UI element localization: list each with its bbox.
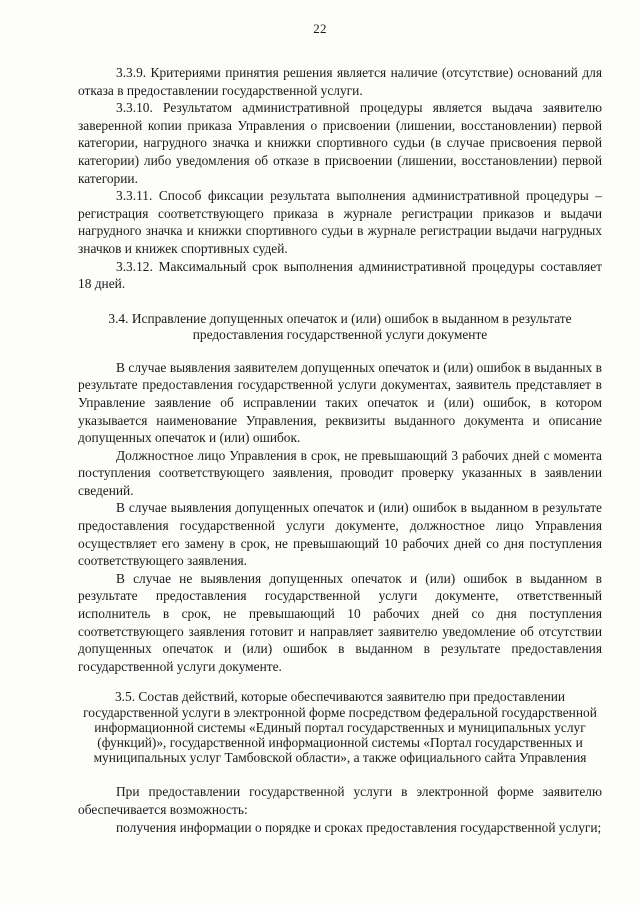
paragraph-3-3-9: 3.3.9. Критериями принятия решения является наличие (отсутствие) оснований для отказа в предоставлении государственной услуги. <box>78 65 602 98</box>
paragraph-3-3-10: 3.3.10. Результатом административной процедуры является выдача заявителю заверенной копии приказа Управления о присвоении (лишении, восстановлении) первой категории, нагрудного значка и книжки спортивного судьи (в случае присвоения первой категории) либо уведомления об отказе в присвоении (лишении, восстановлении) первой категории. <box>78 100 602 186</box>
section-heading-3-5: 3.5. Состав действий, которые обеспечиваются заявителю при предоставлении государственной услуги в электронной форме посредством федеральной государственной информационной системы «Единый портал государственных и муниципальных услуг (функций)», государственной информационной системы «Портал государственных и муниципальных услуг Тамбовской области», а также официального сайта Управления <box>83 689 597 766</box>
paragraph-3-4-3: В случае выявления допущенных опечаток и (или) ошибок в выданном в результате предоставления государственной услуги документе, должностное лицо Управления осуществляет его замену в срок, не превышающий 10 рабочих дней со дня поступления соответствующего заявления. <box>78 500 602 569</box>
paragraph-3-3-12: 3.3.12. Максимальный срок выполнения административной процедуры составляет 18 дней. <box>78 258 602 292</box>
paragraph-3-5-2: получения информации о порядке и сроках предоставления государственной услуги; <box>116 819 602 835</box>
paragraph-3-3-11: 3.3.11. Способ фиксации результата выполнения административной процедуры – регистрация соответствующего приказа в журнале регистрации приказов и выдачи нагрудного значка и книжки спортивного судьи в журнале регистрации выдачи нагрудных значков и книжек спортивных судей. <box>78 188 602 256</box>
document-body <box>78 64 602 836</box>
paragraph-3-4-4: В случае не выявления допущенных опечаток и (или) ошибок в выданном в результате предоставления государственной услуги документе, ответственный исполнитель в срок, не превышающий 10 рабочих дней со дня поступления соответствующего заявления готовит и направляет заявителю уведомление об отсутствии допущенных опечаток и (или) ошибок в выданном в результате предоставления государственной услуги документе. <box>78 570 602 674</box>
section-heading-3-4: 3.4. Исправление допущенных опечаток и (или) ошибок в выданном в результате предоставления государственной услуги документе <box>108 310 572 342</box>
paragraph-3-4-2: Должностное лицо Управления в срок, не превышающий 3 рабочих дней с момента поступления соответствующего заявления, проводит проверку указанных в заявлении сведений. <box>78 447 602 498</box>
page-number: 22 <box>313 21 327 36</box>
paragraph-3-5-1: При предоставлении государственной услуги в электронной форме заявителю обеспечивается возможность: <box>78 784 602 818</box>
paragraph-3-4-1: В случае выявления заявителем допущенных опечаток и (или) ошибок в выданных в результате предоставления государственной услуги документах, заявитель представляет в Управление заявление об исправлении таких опечаток и (или) ошибок, в котором указывается наименование Управления, реквизиты выданного документа и описание допущенных опечаток и (или) ошибок. <box>78 359 602 446</box>
